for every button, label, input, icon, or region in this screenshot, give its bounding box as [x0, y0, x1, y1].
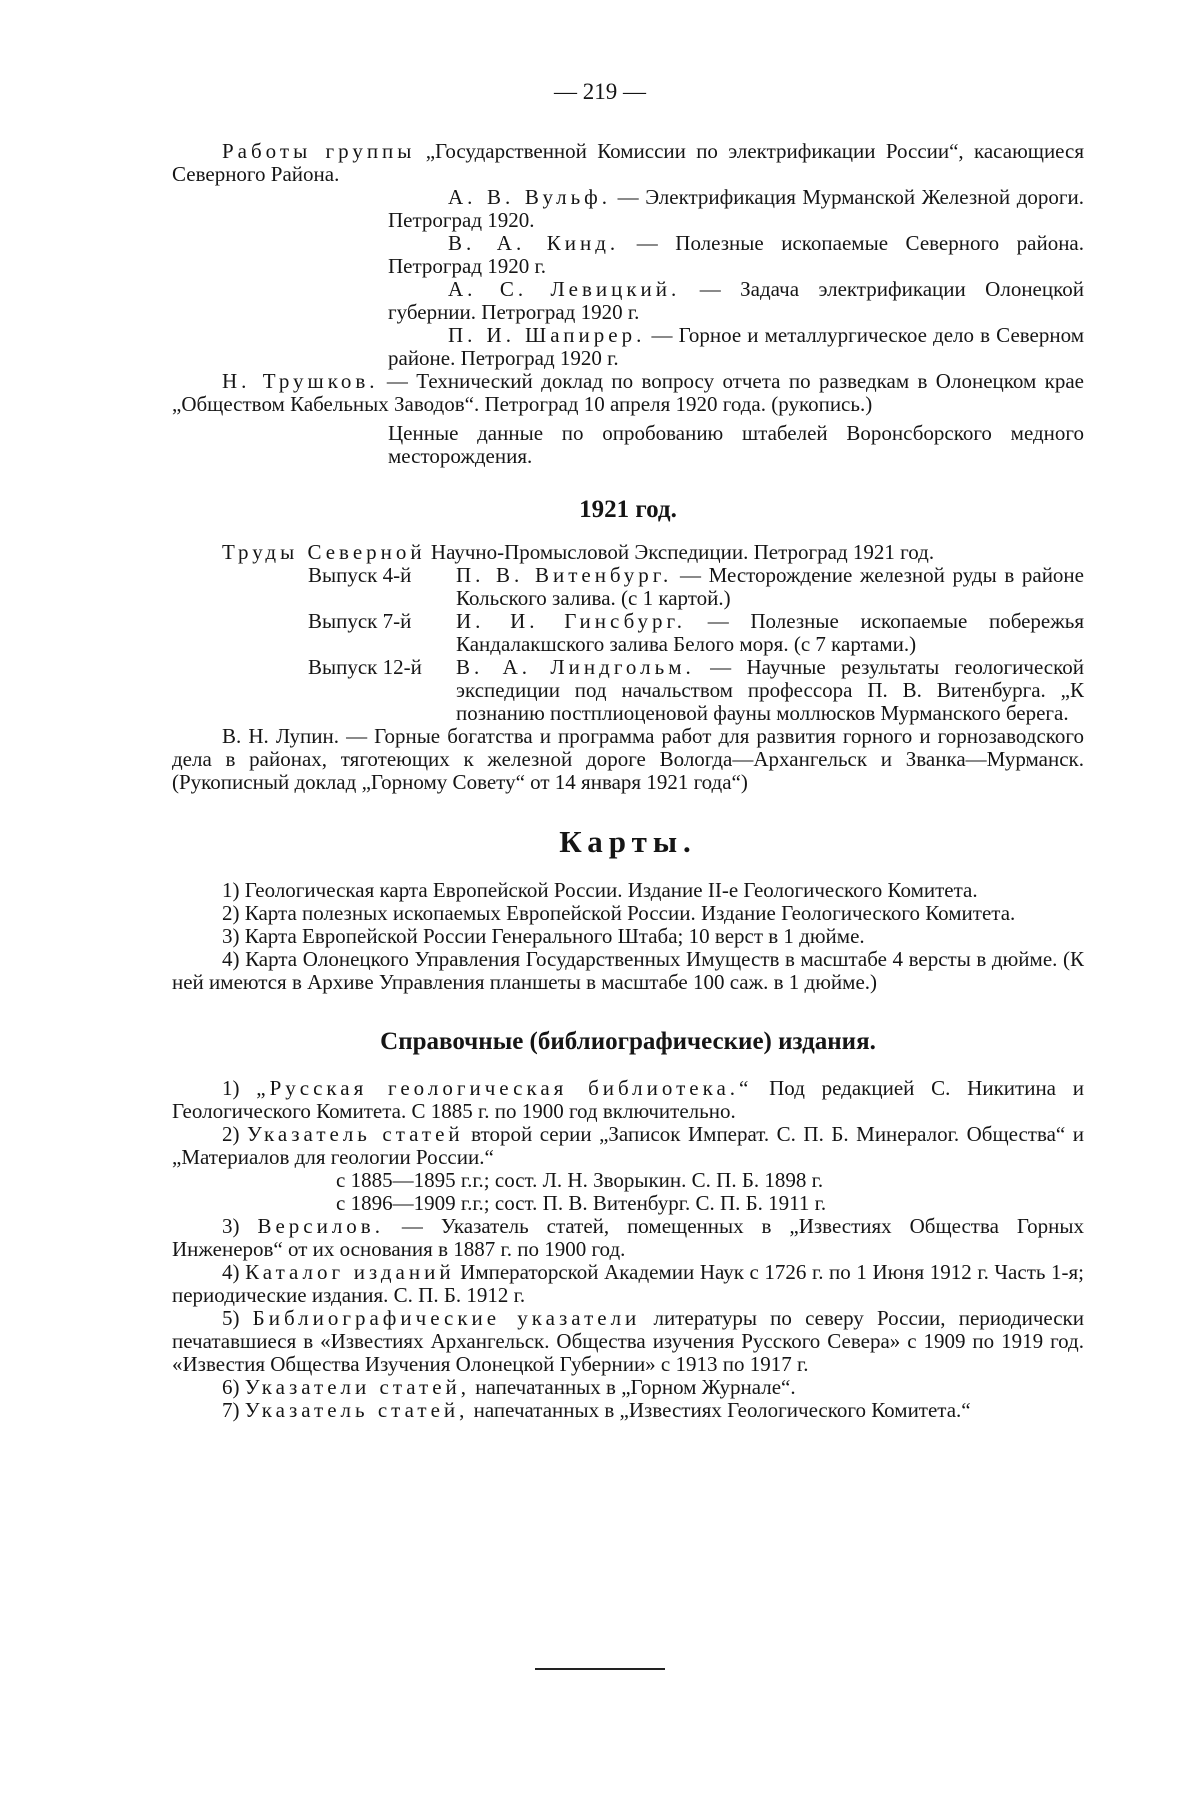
end-rule: [535, 1668, 665, 1670]
heading-1921: 1921 год.: [172, 498, 1084, 521]
issue-text: [456, 564, 1084, 610]
reference-spaced: Версилов.: [257, 1214, 384, 1238]
issue-title: — Полезные ископаемые побережья Кандалакшского залива Белого моря. (с 7 картами.): [456, 609, 1084, 656]
reference-item: [172, 1399, 1084, 1422]
map-item: 3) Карта Европейской России Генерального Штаба; 10 верст в 1 дюйме.: [172, 925, 1084, 948]
reference-spaced: Указатель статей: [247, 1122, 464, 1146]
issue-entry: [308, 564, 1084, 610]
subitem-text: — Горное и металлургическое дело в Северном районе. Петроград 1920 г.: [388, 323, 1084, 370]
issue-author: В. А. Линдгольм.: [456, 655, 695, 679]
reference-rest: Под редакцией С. Никитина и Геологического Комитета. С 1885 г. по 1900 год включительно.: [172, 1076, 1084, 1123]
intro-lead-spaced: Работы группы: [222, 139, 415, 163]
issue-author: П. В. Витенбург.: [456, 563, 672, 587]
reference-spaced: Библиографические указатели: [253, 1306, 641, 1330]
reference-rest: напечатанных в „Известиях Геологического Комитета.“: [468, 1398, 970, 1422]
issue-label: Выпуск 12-й: [308, 656, 456, 725]
trushkov-text: — Технический доклад по вопросу отчета по разведкам в Олонецком крае „Обществом Кабельных Заводов“. Петроград 10 апреля 1920 года. (рукопись.): [172, 369, 1084, 416]
map-item: 2) Карта полезных ископаемых Европейской России. Издание Геологического Комитета.: [172, 902, 1084, 925]
issue-title: — Научные результаты геологической экспедиции под начальством профессора П. В. Витенбурга. „К познанию постплиоценовой фауны моллюсков Мурманского берега.: [456, 655, 1084, 725]
map-item: 1) Геологическая карта Европейской России. Издание II-е Геологического Комитета.: [172, 879, 1084, 902]
reference-rest: напечатанных в „Горном Журнале“.: [470, 1375, 796, 1399]
reference-item: [172, 1077, 1084, 1123]
intro-subitem: [388, 278, 1084, 324]
issue-entry: [308, 656, 1084, 725]
intro-lead: [172, 140, 1084, 186]
trudy-lead-spaced: Труды Северной: [222, 540, 426, 564]
reference-number: 6): [222, 1375, 245, 1399]
reference-item: [172, 1307, 1084, 1376]
subitem-author: В. А. Кинд.: [448, 231, 619, 255]
subitem-author: А. В. Вульф.: [448, 185, 611, 209]
subitem-author: П. И. Шапирер.: [448, 323, 645, 347]
subitem-author: А. С. Левицкий.: [448, 277, 680, 301]
reference-item: [172, 1261, 1084, 1307]
issue-text: [456, 656, 1084, 725]
trushkov-author: Н. Трушков.: [222, 369, 379, 393]
reference-spaced: Указатель статей,: [245, 1398, 469, 1422]
reference-number: 2): [222, 1122, 247, 1146]
trudy-lead-rest: Научно-Промысловой Экспедиции. Петроград 1921 год.: [426, 540, 934, 564]
trudy-lead: [172, 541, 1084, 564]
issue-title: — Месторождение железной руды в районе Кольского залива. (с 1 картой.): [456, 563, 1084, 610]
intro-subitem: [388, 232, 1084, 278]
issue-entry: [308, 610, 1084, 656]
reference-spaced: Указатели статей,: [245, 1375, 470, 1399]
page-body: [172, 140, 1084, 1422]
heading-references: Справочные (библиографические) издания.: [172, 1030, 1084, 1053]
reference-spaced: „Русская геологическая библиотека.“: [256, 1076, 752, 1100]
reference-item: [172, 1123, 1084, 1169]
heading-maps: Карты.: [172, 830, 1084, 853]
trushkov-note: Ценные данные по опробованию штабелей Воронсборского медного месторождения.: [388, 422, 1084, 468]
intro-subitem: [388, 324, 1084, 370]
page-number: — 219 —: [0, 80, 1200, 103]
issue-text: [456, 610, 1084, 656]
reference-rest: литературы по северу России, периодически печатавшиеся в «Известиях Архангельск. Общества изучения Русского Севера» с 1909 по 1919 год. «Известия Общества Изучения Олонецкой Губернии» с 1913 по 1917 г.: [172, 1306, 1084, 1376]
reference-range: с 1885—1895 г.г.; сост. Л. Н. Зворыкин. С. П. Б. 1898 г.: [336, 1169, 1084, 1192]
subitem-text: — Задача электрификации Олонецкой губернии. Петроград 1920 г.: [388, 277, 1084, 324]
map-item: 4) Карта Олонецкого Управления Государственных Имуществ в масштабе 4 версты в дюйме. (К ней имеются в Архиве Управления планшеты в масштабе 100 саж. в 1 дюйме.): [172, 948, 1084, 994]
reference-number: 7): [222, 1398, 245, 1422]
reference-range: с 1896—1909 г.г.; сост. П. В. Витенбург. С. П. Б. 1911 г.: [336, 1192, 1084, 1215]
reference-item: [172, 1215, 1084, 1261]
trushkov-entry: [172, 370, 1084, 416]
subitem-text: — Полезные ископаемые Северного района. Петроград 1920 г.: [388, 231, 1084, 278]
reference-number: 1): [222, 1076, 256, 1100]
issue-label: Выпуск 7-й: [308, 610, 456, 656]
intro-subitem: [388, 186, 1084, 232]
intro-lead-rest: „Государственной Комиссии по электрификации России“, касающиеся Северного Района.: [172, 139, 1084, 186]
reference-rest: Императорской Академии Наук с 1726 г. по 1 Июня 1912 г. Часть 1-я; периодические издания. С. П. Б. 1912 г.: [172, 1260, 1084, 1307]
reference-rest: — Указатель статей, помещенных в „Известиях Общества Горных Инженеров“ от их основания в 1887 г. по 1900 год.: [172, 1214, 1084, 1261]
reference-spaced: Каталог изданий: [245, 1260, 455, 1284]
lupin-entry: В. Н. Лупин. — Горные богатства и программа работ для развития горного и горнозаводского дела в районах, тяготеющих к железной дороге Вологда—Архангельск и Званка—Мурманск. (Рукописный доклад „Горному Совету“ от 14 января 1921 года“): [172, 725, 1084, 794]
issue-author: И. И. Гинсбург.: [456, 609, 686, 633]
reference-number: 5): [222, 1306, 253, 1330]
subitem-text: — Электрификация Мурманской Железной дороги. Петроград 1920.: [388, 185, 1084, 232]
document-page: [0, 0, 1200, 1804]
issue-label: Выпуск 4-й: [308, 564, 456, 610]
reference-number: 4): [222, 1260, 245, 1284]
reference-number: 3): [222, 1214, 257, 1238]
reference-rest: второй серии „Записок Императ. С. П. Б. Минералог. Общества“ и „Материалов для геологии России.“: [172, 1122, 1084, 1169]
reference-item: [172, 1376, 1084, 1399]
